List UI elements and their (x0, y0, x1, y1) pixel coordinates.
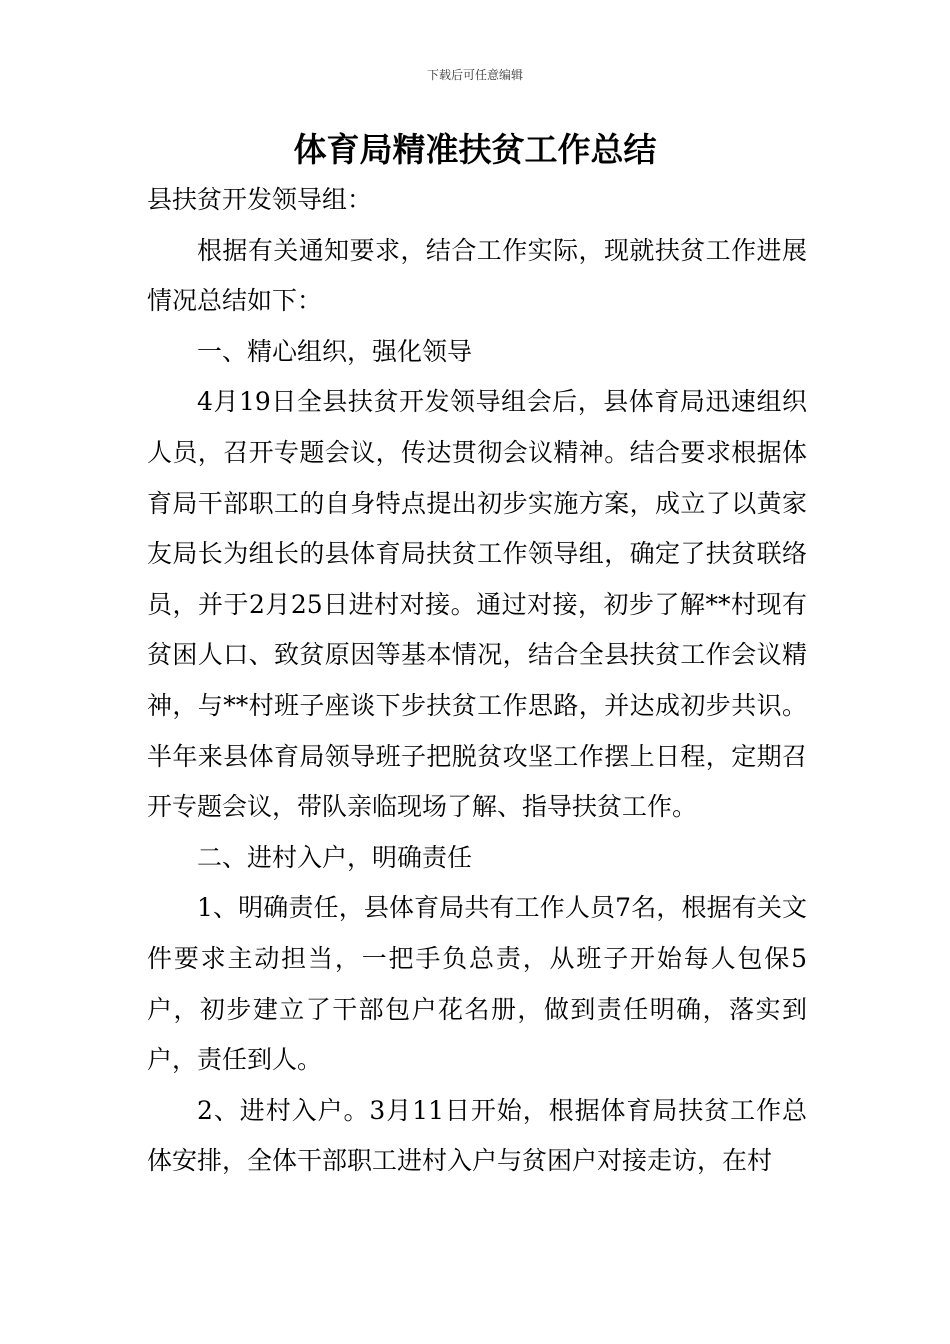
header-note: 下载后可任意编辑 (426, 68, 523, 82)
paragraph-2: 1、明确责任，县体育局共有工作人员7名，根据有关文件要求主动担当，一把手负总责，从班子开始每人包保5户，初步建立了干部包户花名册，做到责任明确，落实到户，责任到人。 (147, 893, 807, 1075)
document-title: 体育局精准扶贫工作总结 (293, 130, 657, 169)
salutation: 县扶贫开发领导组： (147, 185, 373, 214)
section-heading-2: 二、进村入户，明确责任 (197, 842, 473, 872)
paragraph-1: 4月19日全县扶贫开发领导组会后，县体育局迅速组织人员，召开专题会议，传达贯彻会议精神。结合要求根据体育局干部职工的自身特点提出初步实施方案，成立了以黄家友局长为组长的县体育局扶贫工作领导组，确定了扶贫联络员，并于2月25日进村对接。通过对接，初步了解**村现有贫困人口、致贫原因等基本情况，结合全县扶贫工作会议精神，与**村班子座谈下步扶贫工作思路，并达成初步共识。半年来县体育局领导班子把脱贫攻坚工作摆上日程，定期召开专题会议，带队亲临现场了解、指导扶贫工作。 (147, 387, 807, 822)
paragraph-3: 2、进村入户。3月11日开始，根据体育局扶贫工作总体安排，全体干部职工进村入户与贫困户对接走访，在村 (147, 1095, 807, 1176)
document-body (147, 175, 807, 1187)
intro-paragraph: 根据有关通知要求，结合工作实际，现就扶贫工作进展情况总结如下： (147, 235, 807, 316)
section-heading-1: 一、精心组织，强化领导 (197, 336, 473, 366)
